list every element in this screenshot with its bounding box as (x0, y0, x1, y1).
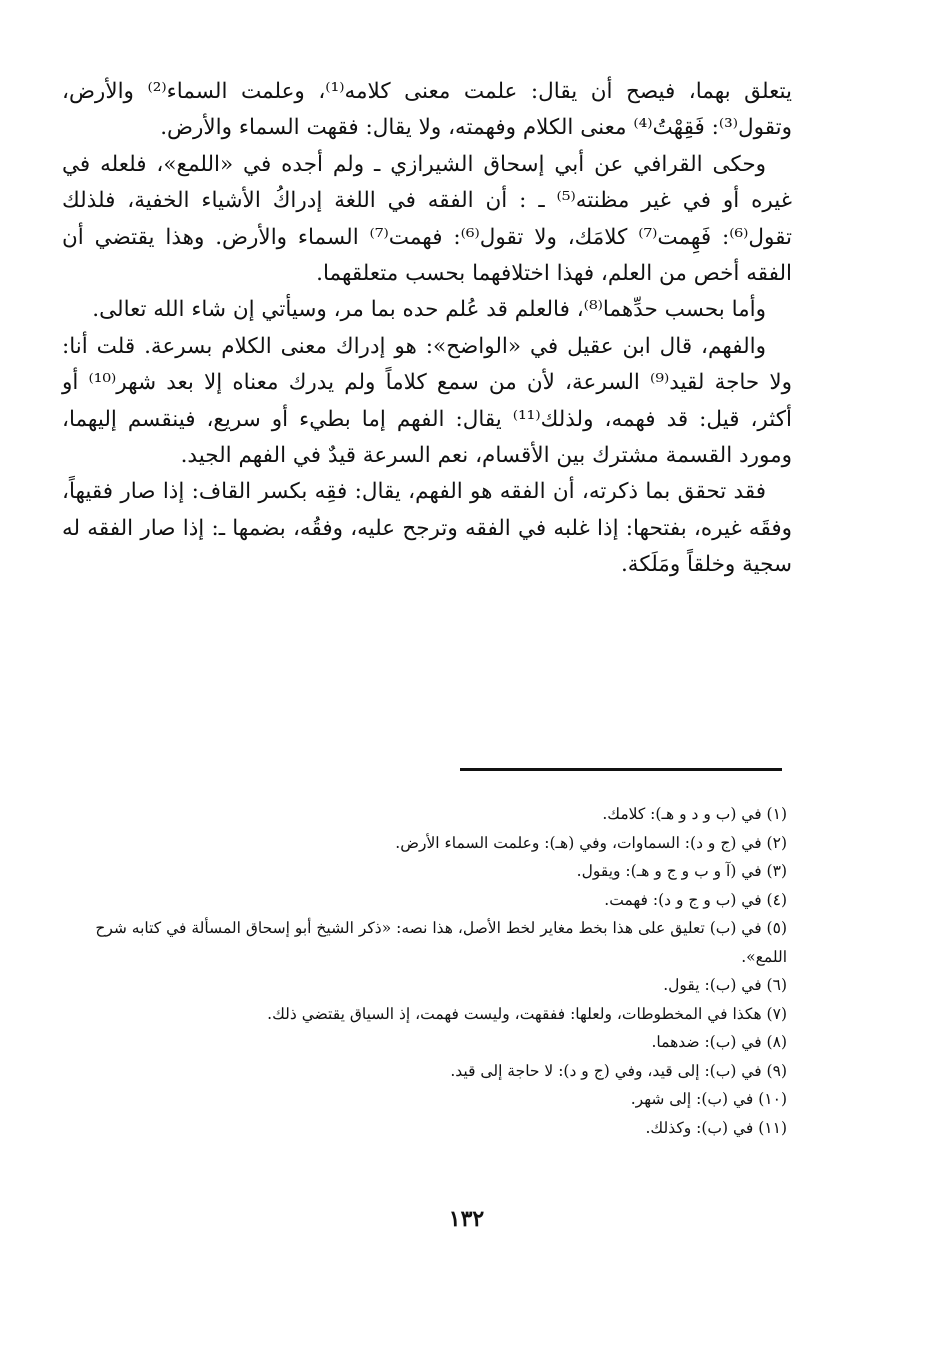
footnote: (٣) في (آ و ب و ج و هـ): ويقول. (576, 862, 787, 880)
footnote: (١١) في (ب): وكذلك. (645, 1118, 787, 1137)
body-paragraph: يتعلق بهما، فيصح أن يقال: علمت معنى كلامه⁽¹⁾، وعلمت السماء⁽²⁾ والأرض، وتقول⁽³⁾: فَقِهْتُ⁽⁴⁾ معنى الكلام وفهمته، ولا يقال: فقهت السماء والأرض. (62, 79, 792, 141)
footnote: (٨) في (ب): ضدهما. (651, 1033, 787, 1051)
footnote: (٤) في (ب و ج و د): فهمت. (604, 890, 787, 909)
footnotes (62, 800, 787, 1142)
main-text (62, 74, 792, 584)
footnote: (٧) هكذا في المخطوطات، ولعلها: ففقهت، وليست فهمت، إذ السياق يقتضي ذلك. (267, 1004, 787, 1023)
body-paragraph: والفهم، قال ابن عقيل في «الواضح»: هو إدراك معنى الكلام بسرعة. قلت أنا: ولا حاجة لقيد⁽⁹⁾ السرعة، لأن من سمع كلاماً ولم يدرك معناه إلا بعد شهر⁽¹⁰⁾ أو أكثر، قيل: قد فهمه، ولذلك⁽¹¹⁾ يقال: الفهم إما بطيء أو سريع، فينقسم إليهما، ومورد القسمة مشترك بين الأقسام، نعم السرعة قيدٌ في الفهم الجيد. (62, 333, 792, 469)
body-paragraph: فقد تحقق بما ذكرته، أن الفقه هو الفهم، يقال: فقِه بكسر القاف: إذا صار فقيهاً، وفقَه غيره، بفتحها: إذا غلبه في الفقه وترجح عليه، وفقُه، بضمها ـ: إذا صار الفقه له سجية وخلقاً ومَلَكة. (62, 479, 792, 578)
body-paragraph: وأما بحسب حدِّهما⁽⁸⁾، فالعلم قد عُلم حده بما مر، وسيأتي إن شاء الله تعالى. (92, 297, 766, 323)
footnote: (١٠) في (ب): إلى شهر. (630, 1090, 787, 1108)
page-number: ١٣٢ (448, 1206, 485, 1232)
footnote: (٢) في (ج و د): السماوات، وفي (هـ): وعلمت السماء الأرض. (395, 833, 787, 852)
footnote: (٥) في (ب) تعليق على هذا بخط مغاير لخط الأصل، هذا نصه: «ذكر الشيخ أبو إسحاق المسألة في كتابه شرح اللمع». (95, 919, 787, 966)
footnote-divider (460, 768, 782, 771)
footnote: (١) في (ب و د و هـ): كلامك. (602, 805, 787, 823)
footnote: (٩) في (ب): إلى قيد، وفي (ج و د): لا حاجة إلى قيد. (450, 1061, 787, 1080)
footnote: (٦) في (ب): يقول. (663, 976, 787, 994)
body-paragraph: وحكى القرافي عن أبي إسحاق الشيرازي ـ ولم أجده في «اللمع»، فلعله في غيره أو في غير مظنته⁽⁵⁾ ـ : أن الفقه في اللغة إدراكُ الأشياء الخفية، فلذلك تقول⁽⁶⁾: فَهِمت⁽⁷⁾ كلامَك، ولا تقول⁽⁶⁾: فهمت⁽⁷⁾ السماء والأرض. وهذا يقتضي أن الفقه أخص من العلم، فهذا اختلافهما بحسب متعلقهما. (62, 151, 793, 287)
